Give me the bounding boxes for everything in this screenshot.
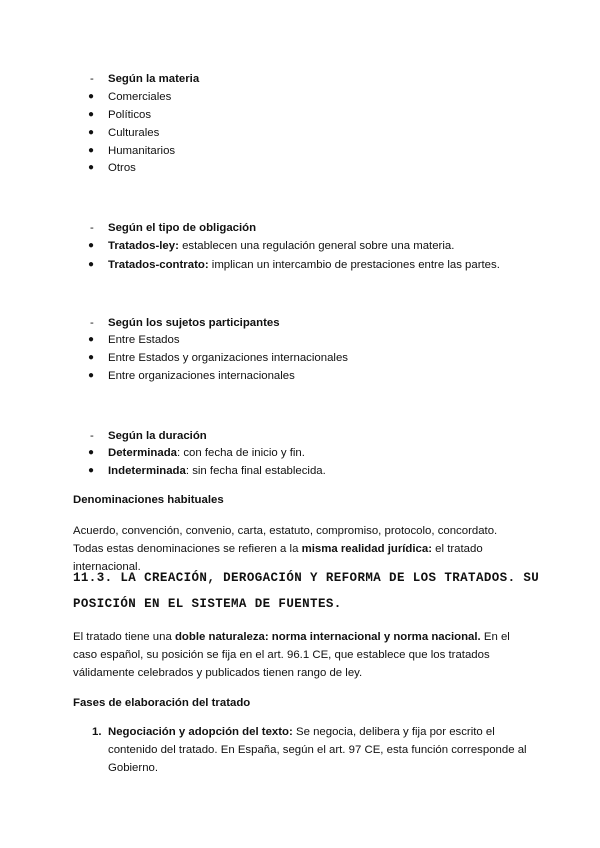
- bullet-icon: ●: [88, 259, 95, 270]
- group-title-materia: Según la materia: [108, 73, 200, 85]
- list-item: Tratados-contrato: implican un intercambio de prestaciones entre las partes.: [108, 259, 500, 271]
- list-item: Comerciales: [108, 91, 172, 103]
- dash-marker: -: [90, 430, 94, 442]
- list-item: Otros: [108, 162, 136, 174]
- bullet-icon: ●: [88, 334, 95, 345]
- bullet-icon: ●: [88, 240, 95, 251]
- bullet-icon: ●: [88, 109, 95, 120]
- fases-heading: Fases de elaboración del tratado: [73, 697, 251, 709]
- dash-marker: -: [90, 222, 94, 234]
- list-item: Entre Estados: [108, 334, 180, 346]
- group-title-sujetos: Según los sujetos participantes: [108, 317, 280, 329]
- list-number: 1.: [92, 726, 102, 738]
- bullet-icon: ●: [88, 465, 95, 476]
- denominaciones-heading: Denominaciones habituales: [73, 494, 224, 506]
- list-item: Culturales: [108, 127, 160, 139]
- bullet-icon: ●: [88, 91, 95, 102]
- bullet-icon: ●: [88, 370, 95, 381]
- list-item: Determinada: con fecha de inicio y fin.: [108, 447, 305, 459]
- group-title-duracion: Según la duración: [108, 430, 207, 442]
- fase-item: Negociación y adopción del texto: Se negocia, delibera y fija por escrito el contenido del tratado. En España, según el art. 97 CE, esta función corresponde al Gobierno.: [108, 726, 527, 774]
- group-title-obligacion: Según el tipo de obligación: [108, 222, 257, 234]
- naturaleza-paragraph: El tratado tiene una doble naturaleza: norma internacional y norma nacional. En el caso español, su posición se fija en el art. 96.1 CE, que establece que los tratados válidamente celebrados y publicados tienen rango de ley.: [73, 631, 510, 679]
- denominaciones-paragraph: Acuerdo, convención, convenio, carta, estatuto, compromiso, protocolo, concordato. Todas estas denominaciones se refieren a la misma realidad jurídica: el tratado internacional.: [73, 525, 498, 573]
- list-item: Indeterminada: sin fecha final establecida.: [108, 465, 326, 477]
- bullet-icon: ●: [88, 127, 95, 138]
- list-item: Tratados-ley: establecen una regulación general sobre una materia.: [108, 240, 455, 252]
- bullet-icon: ●: [88, 447, 95, 458]
- bullet-icon: ●: [88, 145, 95, 156]
- bullet-icon: ●: [88, 352, 95, 363]
- dash-marker: -: [90, 317, 94, 329]
- list-item: Entre Estados y organizaciones internacionales: [108, 352, 348, 364]
- bullet-icon: ●: [88, 162, 95, 173]
- list-item: Entre organizaciones internacionales: [108, 370, 295, 382]
- list-item: Humanitarios: [108, 145, 176, 157]
- section-heading: 11.3. LA CREACIÓN, DEROGACIÓN Y REFORMA DE LOS TRATADOS. SU POSICIÓN EN EL SISTEMA DE FUENTES.: [73, 571, 540, 611]
- dash-marker: -: [90, 73, 94, 85]
- list-item: Políticos: [108, 109, 152, 121]
